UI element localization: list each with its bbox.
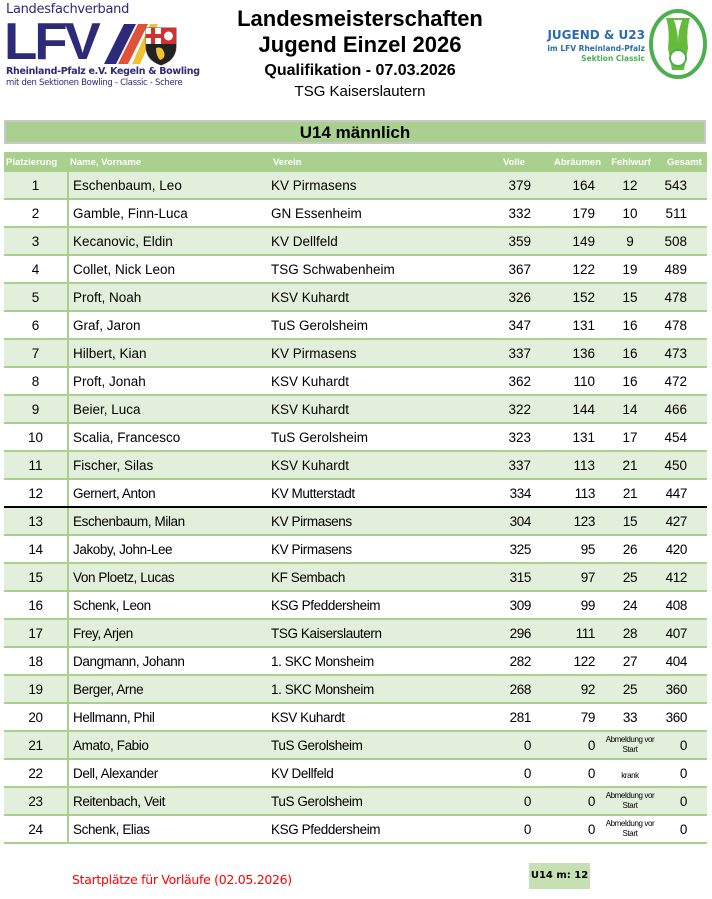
title-block bbox=[200, 6, 520, 102]
cell-verein: KSV Kuhardt bbox=[271, 703, 453, 731]
cell-name: Eschenbaum, Leo bbox=[68, 172, 271, 199]
cell-platzierung: 2 bbox=[4, 199, 68, 227]
cell-fehlwurf: 10 bbox=[601, 199, 659, 227]
cell-gesamt: 466 bbox=[659, 395, 707, 423]
cell-verein: TuS Gerolsheim bbox=[271, 311, 453, 339]
cell-fehlwurf: 12 bbox=[601, 172, 659, 199]
table-row bbox=[4, 787, 707, 815]
cell-platzierung: 6 bbox=[4, 311, 68, 339]
cell-abraeumen: 110 bbox=[535, 367, 601, 395]
column-header-platzierung: Platzierung bbox=[4, 152, 68, 172]
table-row bbox=[4, 563, 707, 591]
cell-volle: 326 bbox=[453, 283, 535, 311]
results-table-body bbox=[4, 172, 707, 843]
cell-fehlwurf: 21 bbox=[601, 451, 659, 479]
cell-platzierung: 11 bbox=[4, 451, 68, 479]
table-row bbox=[4, 703, 707, 731]
cell-verein: TuS Gerolsheim bbox=[271, 787, 453, 815]
cell-name: Schenk, Elias bbox=[68, 815, 271, 843]
venue: TSG Kaiserslautern bbox=[294, 83, 426, 100]
cell-verein: KV Pirmasens bbox=[271, 507, 453, 535]
cell-fehlwurf: 25 bbox=[601, 563, 659, 591]
cell-gesamt: 404 bbox=[659, 647, 707, 675]
cell-fehlwurf: 28 bbox=[601, 619, 659, 647]
coat-of-arms-icon bbox=[144, 26, 178, 66]
lfv-logo-line1: Rheinland-Pfalz e.V. Kegeln & Bowling bbox=[6, 66, 200, 77]
cell-name: Dell, Alexander bbox=[68, 759, 271, 787]
cell-fehlwurf bbox=[601, 731, 659, 759]
table-row bbox=[4, 591, 707, 619]
cell-abraeumen: 95 bbox=[535, 535, 601, 563]
cell-abraeumen: 79 bbox=[535, 703, 601, 731]
cell-name: Scalia, Francesco bbox=[68, 423, 271, 451]
cell-gesamt: 412 bbox=[659, 563, 707, 591]
cell-fehlwurf: 15 bbox=[601, 283, 659, 311]
cell-fehlwurf: 16 bbox=[601, 339, 659, 367]
cell-platzierung: 14 bbox=[4, 535, 68, 563]
table-row bbox=[4, 423, 707, 451]
cell-gesamt: 478 bbox=[659, 283, 707, 311]
cell-abraeumen: 164 bbox=[535, 172, 601, 199]
cell-name: Kecanovic, Eldin bbox=[68, 227, 271, 255]
table-row bbox=[4, 172, 707, 199]
cell-abraeumen: 92 bbox=[535, 675, 601, 703]
cell-platzierung: 21 bbox=[4, 731, 68, 759]
cell-volle: 325 bbox=[453, 535, 535, 563]
table-row bbox=[4, 479, 707, 507]
cell-volle: 367 bbox=[453, 255, 535, 283]
cell-name: Gamble, Finn-Luca bbox=[68, 199, 271, 227]
cell-fehlwurf: 27 bbox=[601, 647, 659, 675]
cell-volle: 0 bbox=[453, 731, 535, 759]
cell-name: Berger, Arne bbox=[68, 675, 271, 703]
cell-abraeumen: 0 bbox=[535, 759, 601, 787]
cell-verein: KSG Pfeddersheim bbox=[271, 815, 453, 843]
cell-fehlwurf: 25 bbox=[601, 675, 659, 703]
cell-volle: 296 bbox=[453, 619, 535, 647]
cell-abraeumen: 97 bbox=[535, 563, 601, 591]
cell-fehlwurf: 17 bbox=[601, 423, 659, 451]
cell-gesamt: 508 bbox=[659, 227, 707, 255]
cell-volle: 0 bbox=[453, 759, 535, 787]
jugend-logo-line2: im LFV Rheinland-Pfalz bbox=[547, 44, 645, 53]
cell-gesamt: 472 bbox=[659, 367, 707, 395]
jugend-logo-line1: JUGEND & U23 bbox=[547, 28, 645, 42]
startplaetze-note: Startplätze für Vorläufe (02.05.2026) bbox=[72, 872, 292, 887]
cell-gesamt: 360 bbox=[659, 703, 707, 731]
startplaetze-badge: U14 m: 12 bbox=[529, 863, 590, 889]
cell-verein: KSV Kuhardt bbox=[271, 395, 453, 423]
cell-platzierung: 8 bbox=[4, 367, 68, 395]
table-row bbox=[4, 675, 707, 703]
cell-abraeumen: 0 bbox=[535, 815, 601, 843]
cell-gesamt: 543 bbox=[659, 172, 707, 199]
cell-volle: 268 bbox=[453, 675, 535, 703]
cell-platzierung: 16 bbox=[4, 591, 68, 619]
cell-platzierung: 7 bbox=[4, 339, 68, 367]
cell-volle: 332 bbox=[453, 199, 535, 227]
cell-volle: 337 bbox=[453, 339, 535, 367]
cell-platzierung: 1 bbox=[4, 172, 68, 199]
cell-name: Gernert, Anton bbox=[68, 479, 271, 507]
table-row bbox=[4, 731, 707, 759]
cell-verein: KV Pirmasens bbox=[271, 172, 453, 199]
cell-gesamt: 489 bbox=[659, 255, 707, 283]
table-row bbox=[4, 199, 707, 227]
cell-platzierung: 4 bbox=[4, 255, 68, 283]
cell-volle: 304 bbox=[453, 507, 535, 535]
cell-abraeumen: 111 bbox=[535, 619, 601, 647]
cell-platzierung: 24 bbox=[4, 815, 68, 843]
cell-gesamt: 447 bbox=[659, 479, 707, 507]
page-subtitle: Qualifikation - 07.03.2026 bbox=[264, 62, 456, 79]
cell-abraeumen: 0 bbox=[535, 787, 601, 815]
cell-verein: KV Dellfeld bbox=[271, 227, 453, 255]
cell-name: Jakoby, John-Lee bbox=[68, 535, 271, 563]
cell-platzierung: 17 bbox=[4, 619, 68, 647]
table-row bbox=[4, 507, 707, 535]
cell-gesamt: 473 bbox=[659, 339, 707, 367]
jugend-logo-line3: Sektion Classic bbox=[581, 54, 645, 63]
cell-fehlwurf bbox=[601, 759, 659, 787]
table-row bbox=[4, 395, 707, 423]
cell-gesamt: 420 bbox=[659, 535, 707, 563]
lfv-logo-letters: LFV bbox=[4, 13, 98, 71]
cell-verein: KV Pirmasens bbox=[271, 535, 453, 563]
cell-gesamt: 0 bbox=[659, 787, 707, 815]
cell-gesamt: 360 bbox=[659, 675, 707, 703]
cell-abraeumen: 99 bbox=[535, 591, 601, 619]
fehlwurf-status-note: Abmeldung vor Start bbox=[605, 819, 655, 838]
cell-abraeumen: 113 bbox=[535, 479, 601, 507]
cell-volle: 315 bbox=[453, 563, 535, 591]
cell-verein: TuS Gerolsheim bbox=[271, 423, 453, 451]
cell-volle: 347 bbox=[453, 311, 535, 339]
cell-fehlwurf: 16 bbox=[601, 311, 659, 339]
page-title-line2: Jugend Einzel 2026 bbox=[258, 32, 462, 57]
lfv-logo-line2: mit den Sektionen Bowling - Classic - Schere bbox=[6, 78, 183, 88]
cell-name: Graf, Jaron bbox=[68, 311, 271, 339]
cell-gesamt: 408 bbox=[659, 591, 707, 619]
cell-fehlwurf bbox=[601, 787, 659, 815]
cell-gesamt: 450 bbox=[659, 451, 707, 479]
cell-gesamt: 511 bbox=[659, 199, 707, 227]
table-row bbox=[4, 535, 707, 563]
cell-fehlwurf: 19 bbox=[601, 255, 659, 283]
cell-fehlwurf: 16 bbox=[601, 367, 659, 395]
jugend-logo bbox=[540, 6, 710, 86]
table-row bbox=[4, 311, 707, 339]
table-header-row bbox=[4, 152, 707, 172]
column-header-volle: Volle bbox=[453, 152, 535, 172]
cell-verein: 1. SKC Monsheim bbox=[271, 675, 453, 703]
cell-name: Frey, Arjen bbox=[68, 619, 271, 647]
cell-volle: 323 bbox=[453, 423, 535, 451]
cell-platzierung: 22 bbox=[4, 759, 68, 787]
cell-platzierung: 3 bbox=[4, 227, 68, 255]
cell-verein: KF Sembach bbox=[271, 563, 453, 591]
cell-platzierung: 23 bbox=[4, 787, 68, 815]
cell-platzierung: 10 bbox=[4, 423, 68, 451]
cell-platzierung: 20 bbox=[4, 703, 68, 731]
cell-verein: TSG Schwabenheim bbox=[271, 255, 453, 283]
cell-verein: KSG Pfeddersheim bbox=[271, 591, 453, 619]
cell-volle: 379 bbox=[453, 172, 535, 199]
cell-abraeumen: 123 bbox=[535, 507, 601, 535]
cell-platzierung: 12 bbox=[4, 479, 68, 507]
cell-name: Von Ploetz, Lucas bbox=[68, 563, 271, 591]
page-title-line1: Landesmeisterschaften bbox=[237, 6, 483, 31]
cell-verein: KV Pirmasens bbox=[271, 339, 453, 367]
table-row bbox=[4, 759, 707, 787]
fehlwurf-status-note: krank bbox=[621, 770, 639, 780]
cell-gesamt: 0 bbox=[659, 731, 707, 759]
cell-gesamt: 427 bbox=[659, 507, 707, 535]
kegel-emblem-icon bbox=[648, 8, 708, 80]
cell-gesamt: 478 bbox=[659, 311, 707, 339]
cell-abraeumen: 179 bbox=[535, 199, 601, 227]
cell-verein: KSV Kuhardt bbox=[271, 283, 453, 311]
table-row bbox=[4, 227, 707, 255]
cell-abraeumen: 136 bbox=[535, 339, 601, 367]
cell-platzierung: 13 bbox=[4, 507, 68, 535]
cell-name: Eschenbaum, Milan bbox=[68, 507, 271, 535]
cell-volle: 282 bbox=[453, 647, 535, 675]
cell-abraeumen: 122 bbox=[535, 255, 601, 283]
cell-gesamt: 407 bbox=[659, 619, 707, 647]
cell-fehlwurf: 15 bbox=[601, 507, 659, 535]
fehlwurf-status-note: Abmeldung vor Start bbox=[605, 791, 655, 810]
cell-platzierung: 15 bbox=[4, 563, 68, 591]
cell-platzierung: 19 bbox=[4, 675, 68, 703]
table-row bbox=[4, 619, 707, 647]
cell-platzierung: 9 bbox=[4, 395, 68, 423]
lfv-logo-top-text: Landesfachverband bbox=[6, 2, 130, 17]
cell-fehlwurf: 21 bbox=[601, 479, 659, 507]
cell-gesamt: 0 bbox=[659, 759, 707, 787]
cell-volle: 359 bbox=[453, 227, 535, 255]
cell-fehlwurf: 26 bbox=[601, 535, 659, 563]
cell-name: Beier, Luca bbox=[68, 395, 271, 423]
cell-name: Proft, Jonah bbox=[68, 367, 271, 395]
lfv-logo bbox=[4, 2, 200, 90]
cell-verein: TSG Kaiserslautern bbox=[271, 619, 453, 647]
cell-abraeumen: 0 bbox=[535, 731, 601, 759]
cell-name: Schenk, Leon bbox=[68, 591, 271, 619]
table-row bbox=[4, 255, 707, 283]
cell-fehlwurf bbox=[601, 815, 659, 843]
cell-gesamt: 454 bbox=[659, 423, 707, 451]
cell-name: Hellmann, Phil bbox=[68, 703, 271, 731]
cell-volle: 322 bbox=[453, 395, 535, 423]
cell-volle: 362 bbox=[453, 367, 535, 395]
section-title: U14 männlich bbox=[4, 120, 706, 144]
cell-platzierung: 18 bbox=[4, 647, 68, 675]
cell-verein: KSV Kuhardt bbox=[271, 451, 453, 479]
cell-volle: 309 bbox=[453, 591, 535, 619]
column-header-verein: Verein bbox=[271, 152, 453, 172]
cell-abraeumen: 152 bbox=[535, 283, 601, 311]
cell-fehlwurf: 33 bbox=[601, 703, 659, 731]
cell-verein: TuS Gerolsheim bbox=[271, 731, 453, 759]
fehlwurf-status-note: Abmeldung vor Start bbox=[605, 735, 655, 754]
cell-fehlwurf: 9 bbox=[601, 227, 659, 255]
column-header-gesamt: Gesamt bbox=[659, 152, 707, 172]
cell-name: Reitenbach, Veit bbox=[68, 787, 271, 815]
cell-verein: GN Essenheim bbox=[271, 199, 453, 227]
cell-fehlwurf: 14 bbox=[601, 395, 659, 423]
cell-volle: 281 bbox=[453, 703, 535, 731]
table-row bbox=[4, 451, 707, 479]
cell-verein: 1. SKC Monsheim bbox=[271, 647, 453, 675]
cell-name: Proft, Noah bbox=[68, 283, 271, 311]
cell-name: Fischer, Silas bbox=[68, 451, 271, 479]
cell-volle: 334 bbox=[453, 479, 535, 507]
table-row bbox=[4, 647, 707, 675]
cell-verein: KV Dellfeld bbox=[271, 759, 453, 787]
cell-name: Collet, Nick Leon bbox=[68, 255, 271, 283]
cell-name: Hilbert, Kian bbox=[68, 339, 271, 367]
cell-name: Amato, Fabio bbox=[68, 731, 271, 759]
cell-volle: 0 bbox=[453, 787, 535, 815]
cell-verein: KSV Kuhardt bbox=[271, 367, 453, 395]
table-row bbox=[4, 815, 707, 843]
table-row bbox=[4, 283, 707, 311]
column-header-name: Name, Vorname bbox=[68, 152, 271, 172]
cell-abraeumen: 122 bbox=[535, 647, 601, 675]
cell-gesamt: 0 bbox=[659, 815, 707, 843]
cell-platzierung: 5 bbox=[4, 283, 68, 311]
table-row bbox=[4, 339, 707, 367]
cell-abraeumen: 113 bbox=[535, 451, 601, 479]
column-header-fehlwurf: Fehlwurf bbox=[601, 152, 659, 172]
cell-abraeumen: 131 bbox=[535, 311, 601, 339]
cell-verein: KV Mutterstadt bbox=[271, 479, 453, 507]
table-row bbox=[4, 367, 707, 395]
cell-name: Dangmann, Johann bbox=[68, 647, 271, 675]
cell-abraeumen: 144 bbox=[535, 395, 601, 423]
cell-abraeumen: 149 bbox=[535, 227, 601, 255]
cell-fehlwurf: 24 bbox=[601, 591, 659, 619]
column-header-abraeumen: Abräumen bbox=[535, 152, 601, 172]
cell-volle: 0 bbox=[453, 815, 535, 843]
cell-abraeumen: 131 bbox=[535, 423, 601, 451]
cell-volle: 337 bbox=[453, 451, 535, 479]
results-table bbox=[4, 152, 707, 844]
